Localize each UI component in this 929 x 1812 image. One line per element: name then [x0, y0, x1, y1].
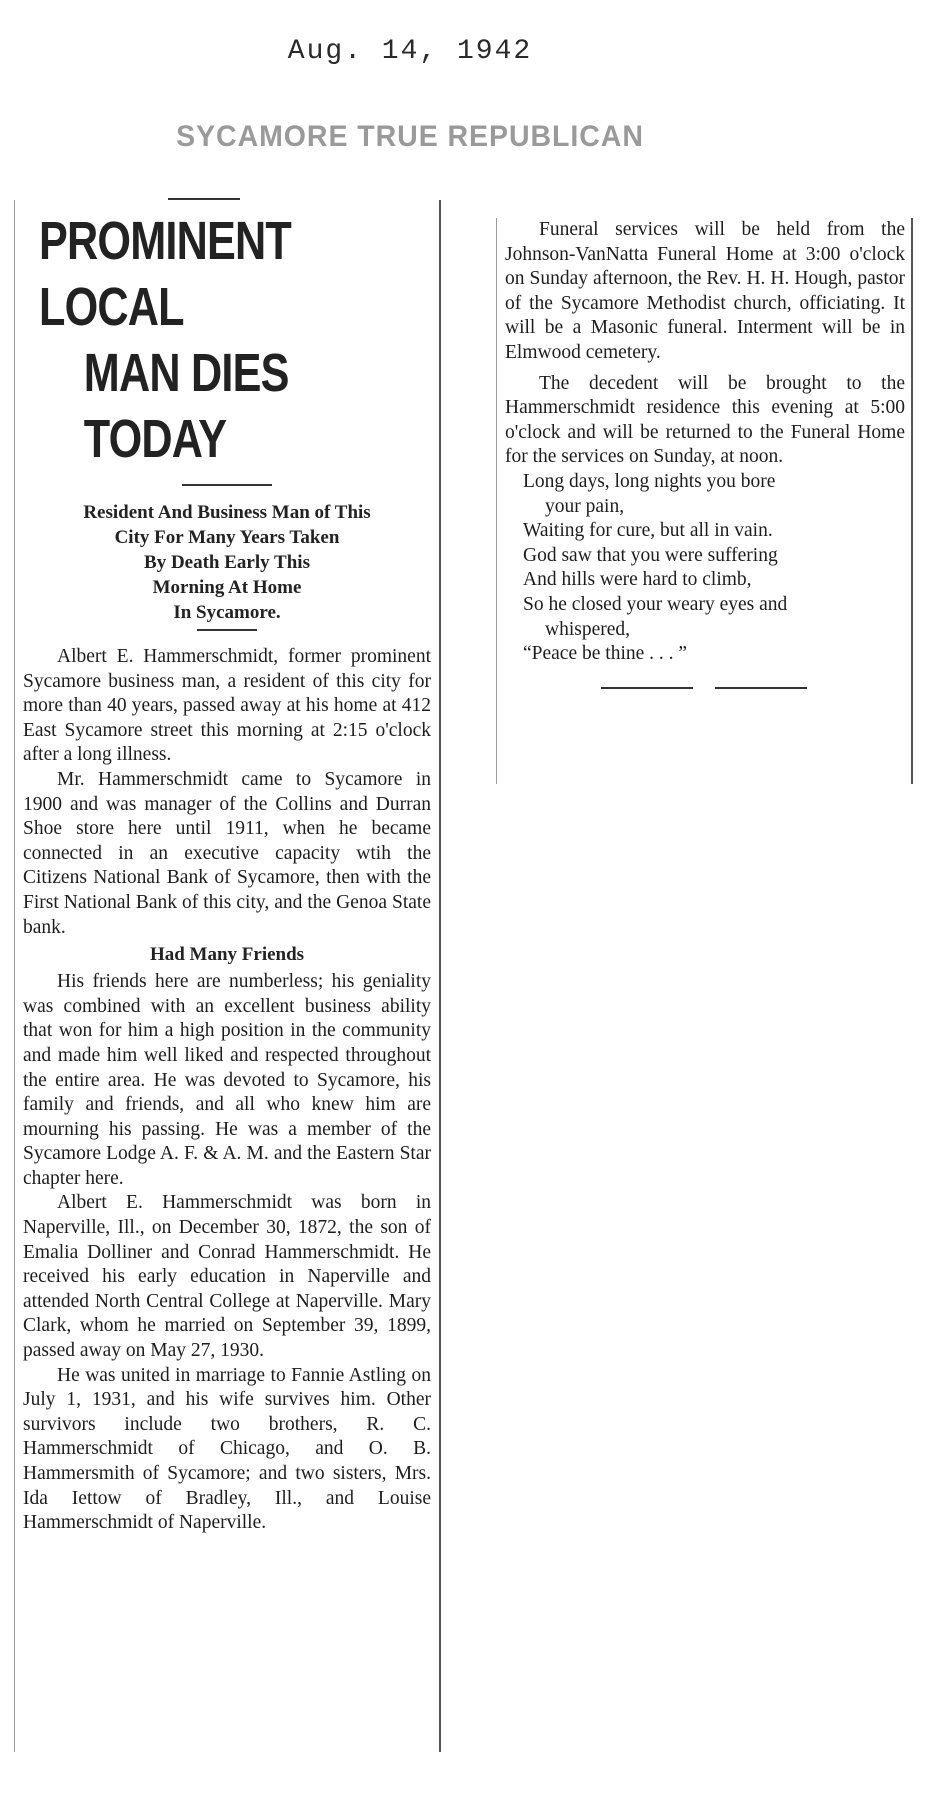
paragraph: He was united in marriage to Fannie Astling on July 1, 1931, and his wife survives him. Other survivors include two brothers, R. C. Hammerschmidt of Chicago, and O. B. Hammersmith of Sycamore; and two sisters, Mrs. Ida Iettow of Bradley, Ill., and Louise Hammerschmidt of Naperville. — [23, 1364, 431, 1534]
poem — [497, 470, 911, 667]
poem-line: whispered, — [545, 618, 631, 640]
paragraph: Albert E. Hammerschmidt was born in Naperville, Ill., on December 30, 1872, the son of Emalia Dolliner and Conrad Hammerschmidt. He received his early education in Naperville and attended North Central College at Naperville. Mary Clark, whom he married on September 39, 1899, passed away on May 27, 1930. — [23, 1192, 431, 1362]
end-rule — [715, 687, 807, 689]
clipping-date: Aug. 14, 1942 — [287, 36, 533, 67]
subhead-line: By Death Early This — [144, 552, 310, 573]
article-body — [15, 645, 439, 1536]
headline-rule — [182, 484, 272, 486]
article-column-left — [14, 200, 441, 1752]
newspaper-stamp: SYCAMORE TRUE REPUBLICAN — [176, 120, 644, 153]
poem-line: your pain, — [545, 495, 625, 517]
paragraph: Mr. Hammerschmidt came to Sycamore in 1900 and was manager of the Collins and Durran Shoe store here until 1911, when he became connected in an executive capacity wtih the Citizens National Bank of Sycamore, then with the First National Bank of this city, and the Genoa State bank. — [23, 768, 431, 938]
end-rule — [601, 687, 693, 689]
headline-line: PROMINENT LOCAL — [39, 211, 291, 337]
poem-line: Long days, long nights you bore — [523, 470, 776, 492]
paragraph: Funeral services will be held from the Johnson-VanNatta Funeral Home at 3:00 o'clock on Sunday afternoon, the Rev. H. H. Hough, pastor of the Sycamore Methodist church, officiating. It will be a Masonic funeral. Interment will be in Elmwood cemetery. — [505, 219, 905, 363]
article-column-right — [496, 218, 913, 784]
subhead-line: City For Many Years Taken — [114, 527, 340, 548]
subheadline — [25, 500, 429, 625]
subhead-rule — [197, 629, 257, 631]
subhead-line: Resident And Business Man of This — [83, 502, 371, 523]
subhead-line: Morning At Home — [152, 577, 302, 598]
poem-line: So he closed your weary eyes and — [523, 593, 788, 615]
poem-line: Waiting for cure, but all in vain. — [523, 520, 773, 542]
end-rules — [497, 687, 911, 689]
subhead-line: In Sycamore. — [173, 602, 281, 623]
paragraph: The decedent will be brought to the Hammerschmidt residence this evening at 5:00 o'clock and will be returned to the Funeral Home for the services on Sunday, at noon. — [505, 372, 905, 468]
poem-line: And hills were hard to climb, — [523, 569, 752, 591]
poem-line: God saw that you were suffering — [523, 544, 778, 566]
crosshead: Had Many Friends — [149, 944, 305, 966]
headline — [23, 208, 439, 472]
paragraph: His friends here are numberless; his geniality was combined with an excellent business ability that won for him a high position in the community and made him well liked and respected throughout the entire area. He was devoted to Sycamore, his family and friends, and all who knew him are mourning his passing. He was a member of the Sycamore Lodge A. F. & A. M. and the Eastern Star chapter here. — [23, 971, 431, 1189]
headline-line: MAN DIES TODAY — [83, 343, 289, 469]
paragraph: Albert E. Hammerschmidt, former prominent Sycamore business man, a resident of this city for more than 40 years, passed away at his home at 412 East Sycamore street this morning at 2:15 o'clock after a long illness. — [23, 646, 431, 766]
poem-line: “Peace be thine . . . ” — [523, 643, 688, 665]
